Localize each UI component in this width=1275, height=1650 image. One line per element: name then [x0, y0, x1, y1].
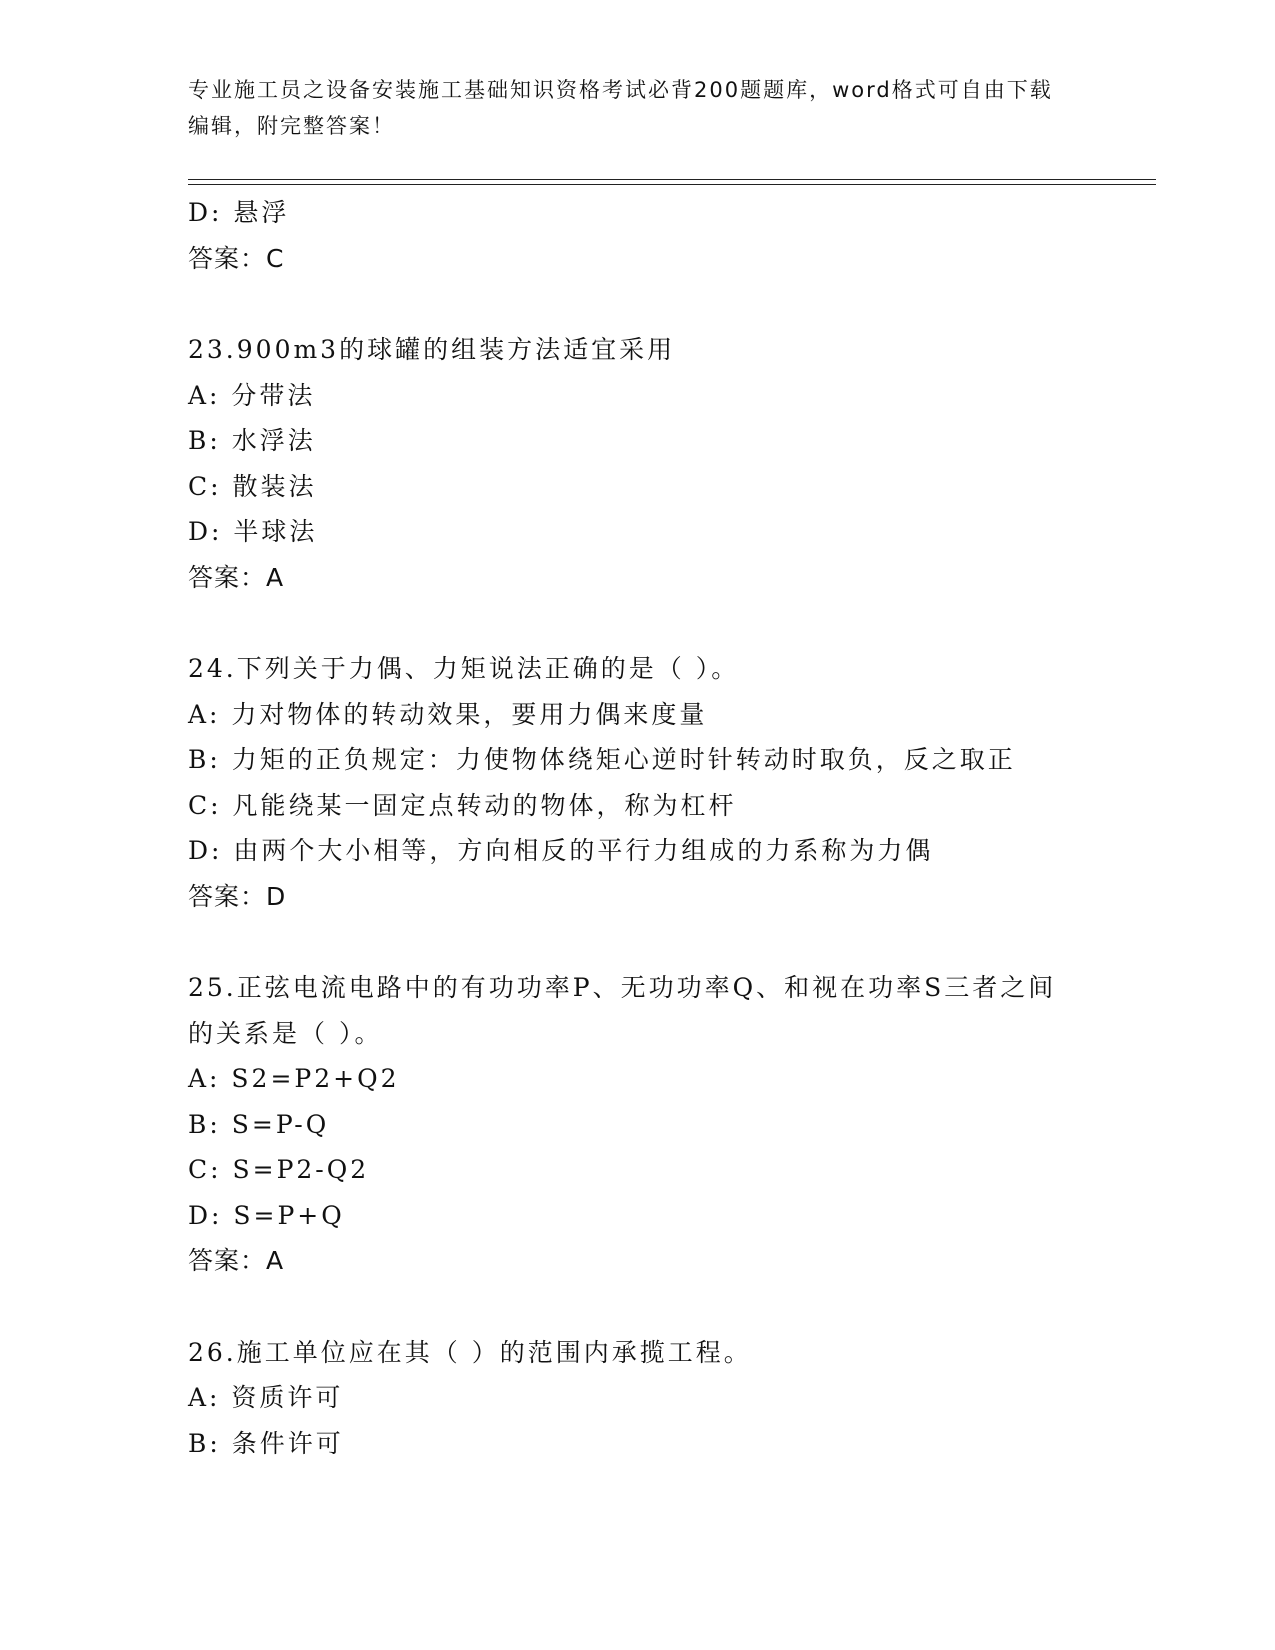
- question-stem: 26.施工单位应在其（ ）的范围内承揽工程。: [188, 1337, 752, 1367]
- question-stem: 23.900m3的球罐的组装方法适宜采用: [188, 335, 676, 364]
- header-divider-secondary: [188, 184, 1156, 185]
- question-23: [188, 327, 1088, 600]
- question-stem: 24.下列关于力偶、力矩说法正确的是（ ）。: [188, 654, 740, 683]
- question-24: [188, 646, 1088, 919]
- option-b: B: 力矩的正负规定：力使物体绕矩心逆时针转动时取负，反之取正: [188, 745, 1016, 774]
- answer-line: 答案：A: [188, 562, 285, 592]
- question-list: [188, 190, 1088, 1466]
- option-b: B: 条件许可: [188, 1428, 344, 1458]
- option-a: A: 分带法: [188, 380, 316, 410]
- option-d: D: S=P+Q: [188, 1200, 345, 1230]
- option-b: B: 水浮法: [188, 426, 316, 455]
- option-d: D: 半球法: [188, 517, 318, 546]
- document-header: 专业施工员之设备安装施工基础知识资格考试必背200题题库，word格式可自由下载编辑，附完整答案！: [188, 78, 1053, 138]
- question-26: [188, 1330, 1088, 1467]
- option-a: A: 力对物体的转动效果，要用力偶来度量: [188, 699, 708, 729]
- option-c: C: S=P2-Q2: [188, 1155, 370, 1184]
- question-25: [188, 965, 1088, 1284]
- option-b: B: S=P-Q: [188, 1109, 330, 1139]
- option-c: C: 散装法: [188, 471, 317, 501]
- option-d: D: 由两个大小相等，方向相反的平行力组成的力系称为力偶: [188, 836, 934, 865]
- option-a: A: 资质许可: [188, 1383, 344, 1412]
- header-divider: [188, 179, 1156, 180]
- option-d: D: 悬浮: [188, 198, 290, 227]
- question-stem: 25.正弦电流电路中的有功功率P、无功功率Q、和视在功率S三者之间的关系是（ ）。: [188, 973, 1057, 1048]
- option-c: C: 凡能绕某一固定点转动的物体，称为杠杆: [188, 790, 737, 820]
- answer-line: 答案：A: [188, 1246, 285, 1275]
- option-a: A: S2=P2+Q2: [188, 1064, 400, 1093]
- answer-line: 答案：D: [188, 881, 287, 911]
- answer-line: 答案：C: [188, 243, 285, 273]
